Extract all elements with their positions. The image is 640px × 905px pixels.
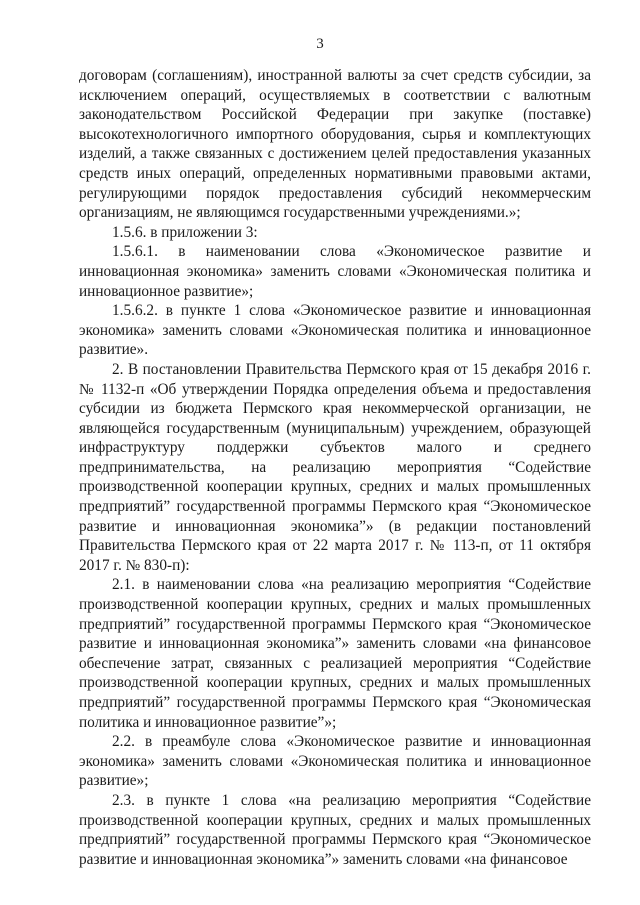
paragraph-continuation: договорам (соглашениям), иностранной валюты за счет средств субсидии, за исключением операций, осуществляемых в соответствии с валютным законодательством Российской Федерации при закупке (поставке) высокотехнологичного импортного оборудования, сырья и комплектующих изделий, а также связанных с достижением целей предоставления указанных средств иных операций, определенных нормативными правовыми актами, регулирующими порядок предоставления субсидий некоммерческим организациям, не являющимся государственными учреждениями.»; [79,67,591,222]
paragraph-item-2-2: 2.2. в преамбуле слова «Экономическое развитие и инновационная экономика» заменить словами «Экономическая политика и инновационное развитие»; [79,733,591,790]
paragraph-item-2-1: 2.1. в наименовании слова «на реализацию мероприятия “Содействие производственной кооперации крупных, средних и малых промышленных предприятий” государственной программы Пермского края “Экономическое развитие и инновационная экономика”» заменить словами «на финансовое обеспечение затрат, связанных с реализацией мероприятия “Содействие производственной кооперации крупных, средних и малых промышленных предприятий” государственной программы Пермского края “Экономическая политика и инновационное развитие”»; [79,576,591,731]
paragraph-item-1-5-6-2: 1.5.6.2. в пункте 1 слова «Экономическое развитие и инновационная экономика» заменить словами «Экономическая политика и инновационное развитие». [79,302,591,359]
document-body [79,66,591,869]
page-number: 3 [316,36,324,52]
paragraph-item-2-3: 2.3. в пункте 1 слова «на реализацию мероприятия “Содействие производственной кооперации крупных, средних и малых промышленных предприятий” государственной программы Пермского края “Экономическое развитие и инновационная экономика”» заменить словами «на финансовое [79,791,591,868]
paragraph-item-2: 2. В постановлении Правительства Пермского края от 15 декабря 2016 г. № 1132-п «Об утверждении Порядка определения объема и предоставления субсидии из бюджета Пермского края некоммерческой организации, не являющейся государственным (муниципальным) учреждением, образующей инфраструктуру поддержки субъектов малого и среднего предпринимательства, на реализацию мероприятия “Содействие производственной кооперации крупных, средних и малых промышленных предприятий” государственной программы Пермского края “Экономическое развитие и инновационная экономика”» (в редакции постановлений Правительства Пермского края от 22 марта 2017 г. № 113-п, от 11 октября 2017 г. № 830-п): [79,360,591,574]
paragraph-item-1-5-6-1: 1.5.6.1. в наименовании слова «Экономическое развитие и инновационная экономика» заменить словами «Экономическая политика и инновационное развитие»; [79,243,591,300]
paragraph-item-1-5-6: 1.5.6. в приложении 3: [112,223,258,241]
